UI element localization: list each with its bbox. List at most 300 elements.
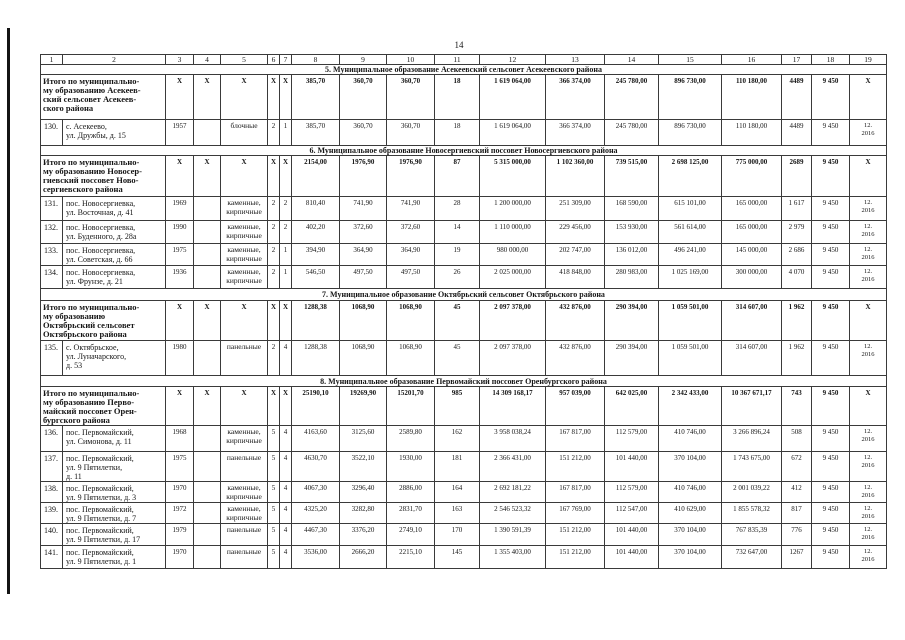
cell-col-9: 3282,80: [340, 503, 387, 524]
address-cell: пос. Новосергиевка, ул. Буденного, д. 28а: [63, 221, 166, 244]
cell-col-11: 14: [435, 221, 480, 244]
total-cell-col-8: 2154,00: [292, 156, 340, 197]
year-cell: 1990: [166, 221, 194, 244]
table-row: [41, 426, 887, 452]
year-cell: 1980: [166, 341, 194, 376]
section-total-row: [41, 301, 887, 341]
deadline-cell: 12. 2016: [850, 244, 887, 266]
cell-col-11: 28: [435, 197, 480, 221]
total-cell-col-16: 775 000,00: [722, 156, 782, 197]
section-title: 6. Муниципальное образование Новосергиевский поссовет Новосергиевского района: [41, 146, 887, 156]
cell-col-9: 3296,40: [340, 482, 387, 503]
section-title-row: [41, 376, 887, 387]
total-cell-col-19: X: [850, 301, 887, 341]
cell-col-18: 9 450: [812, 546, 850, 569]
total-cell-col-9: 19269,90: [340, 387, 387, 426]
column-number-18: 18: [812, 55, 850, 65]
section-total-row: [41, 156, 887, 197]
total-cell-col-19: X: [850, 387, 887, 426]
table-row: [41, 524, 887, 546]
total-cell-col-4: X: [194, 75, 221, 120]
cell-col-15: 410 746,00: [659, 426, 722, 452]
cell-col-8: 4325,20: [292, 503, 340, 524]
total-cell-col-13: 366 374,00: [546, 75, 605, 120]
cell-col-4: [194, 452, 221, 482]
total-cell-col-3: X: [166, 387, 194, 426]
section-title: 7. Муниципальное образование Октябрьский сельсовет Октябрьского района: [41, 289, 887, 301]
material-cell: панельные: [221, 524, 268, 546]
year-cell: 1968: [166, 426, 194, 452]
cell-col-10: 1930,00: [387, 452, 435, 482]
total-cell-col-4: X: [194, 387, 221, 426]
cell-col-4: [194, 266, 221, 289]
year-cell: 1936: [166, 266, 194, 289]
cell-col-14: 112 579,00: [605, 482, 659, 503]
total-cell-col-3: X: [166, 156, 194, 197]
total-cell-col-7: X: [280, 387, 292, 426]
cell-col-11: 170: [435, 524, 480, 546]
cell-col-8: 4467,30: [292, 524, 340, 546]
cell-col-16: 300 000,00: [722, 266, 782, 289]
table-row: [41, 452, 887, 482]
total-cell-col-10: 15201,70: [387, 387, 435, 426]
cell-col-13: 418 848,00: [546, 266, 605, 289]
total-cell-col-17: 743: [782, 387, 812, 426]
cell-col-16: 3 266 896,24: [722, 426, 782, 452]
total-cell-col-4: X: [194, 301, 221, 341]
cell-col-7: 1: [280, 266, 292, 289]
cell-col-9: 3125,60: [340, 426, 387, 452]
cell-col-15: 896 730,00: [659, 120, 722, 146]
cell-col-14: 280 983,00: [605, 266, 659, 289]
cell-col-12: 1 110 000,00: [480, 221, 546, 244]
cell-col-12: 1 619 064,00: [480, 120, 546, 146]
deadline-cell: 12. 2016: [850, 482, 887, 503]
cell-col-15: 370 104,00: [659, 452, 722, 482]
address-cell: с. Асекеево, ул. Дружбы, д. 15: [63, 120, 166, 146]
deadline-cell: 12. 2016: [850, 266, 887, 289]
table-row: [41, 120, 887, 146]
total-cell-col-14: 245 780,00: [605, 75, 659, 120]
column-number-15: 15: [659, 55, 722, 65]
cell-col-10: 2749,10: [387, 524, 435, 546]
total-cell-col-6: X: [268, 387, 280, 426]
cell-col-13: 251 309,00: [546, 197, 605, 221]
cell-col-18: 9 450: [812, 120, 850, 146]
address-cell: пос. Новосергиевка, ул. Советская, д. 66: [63, 244, 166, 266]
year-cell: 1970: [166, 482, 194, 503]
total-cell-col-12: 1 619 064,00: [480, 75, 546, 120]
year-cell: 1975: [166, 244, 194, 266]
material-cell: каменные, кирпичные: [221, 503, 268, 524]
row-number-cell: 135.: [41, 341, 63, 376]
cell-col-7: 2: [280, 221, 292, 244]
column-number-10: 10: [387, 55, 435, 65]
column-number-11: 11: [435, 55, 480, 65]
cell-col-7: 4: [280, 546, 292, 569]
total-cell-col-18: 9 450: [812, 75, 850, 120]
section-title: 5. Муниципальное образование Асекеевский сельсовет Асекеевского района: [41, 65, 887, 75]
cell-col-17: 1267: [782, 546, 812, 569]
total-cell-col-8: 1288,38: [292, 301, 340, 341]
total-cell-col-12: 2 097 378,00: [480, 301, 546, 341]
cell-col-6: 2: [268, 341, 280, 376]
total-cell-col-19: X: [850, 156, 887, 197]
cell-col-8: 385,70: [292, 120, 340, 146]
total-cell-col-4: X: [194, 156, 221, 197]
year-cell: 1975: [166, 452, 194, 482]
cell-col-16: 1 855 578,32: [722, 503, 782, 524]
cell-col-7: 4: [280, 341, 292, 376]
cell-col-12: 2 366 431,00: [480, 452, 546, 482]
address-cell: пос. Первомайский, ул. 9 Пятилетки, д. 11: [63, 452, 166, 482]
year-cell: 1979: [166, 524, 194, 546]
cell-col-14: 101 440,00: [605, 524, 659, 546]
total-cell-col-13: 1 102 360,00: [546, 156, 605, 197]
total-cell-col-15: 2 342 433,00: [659, 387, 722, 426]
column-number-12: 12: [480, 55, 546, 65]
cell-col-6: 2: [268, 244, 280, 266]
total-cell-col-6: X: [268, 156, 280, 197]
cell-col-9: 3376,20: [340, 524, 387, 546]
cell-col-11: 163: [435, 503, 480, 524]
cell-col-14: 153 930,00: [605, 221, 659, 244]
total-cell-col-17: 4489: [782, 75, 812, 120]
table-row: [41, 266, 887, 289]
year-cell: 1957: [166, 120, 194, 146]
cell-col-7: 4: [280, 482, 292, 503]
material-cell: каменные, кирпичные: [221, 221, 268, 244]
cell-col-7: 2: [280, 197, 292, 221]
cell-col-7: 4: [280, 452, 292, 482]
cell-col-14: 136 012,00: [605, 244, 659, 266]
total-cell-col-13: 957 039,00: [546, 387, 605, 426]
cell-col-15: 370 104,00: [659, 524, 722, 546]
cell-col-17: 2 979: [782, 221, 812, 244]
total-cell-col-5: X: [221, 75, 268, 120]
cell-col-14: 112 547,00: [605, 503, 659, 524]
cell-col-12: 1 355 403,00: [480, 546, 546, 569]
cell-col-13: 167 817,00: [546, 426, 605, 452]
total-cell-col-11: 985: [435, 387, 480, 426]
section-total-label: Итого по муниципально- му образованию Асекеев- ский сельсовет Асекеев- ского района: [41, 75, 166, 120]
column-number-17: 17: [782, 55, 812, 65]
address-cell: пос. Новосергиевка, ул. Восточная, д. 41: [63, 197, 166, 221]
cell-col-11: 26: [435, 266, 480, 289]
total-cell-col-18: 9 450: [812, 387, 850, 426]
address-cell: пос. Первомайский, ул. 9 Пятилетки, д. 7: [63, 503, 166, 524]
deadline-cell: 12. 2016: [850, 120, 887, 146]
column-number-1: 1: [41, 55, 63, 65]
section-total-row: [41, 75, 887, 120]
cell-col-13: 167 769,00: [546, 503, 605, 524]
cell-col-10: 497,50: [387, 266, 435, 289]
total-cell-col-3: X: [166, 301, 194, 341]
total-cell-col-5: X: [221, 387, 268, 426]
cell-col-9: 497,50: [340, 266, 387, 289]
cell-col-4: [194, 341, 221, 376]
column-number-16: 16: [722, 55, 782, 65]
cell-col-7: 4: [280, 503, 292, 524]
cell-col-16: 1 743 675,00: [722, 452, 782, 482]
page-number: 14: [454, 40, 464, 50]
cell-col-16: 145 000,00: [722, 244, 782, 266]
material-cell: панельные: [221, 452, 268, 482]
section-title-row: [41, 146, 887, 156]
cell-col-10: 2215,10: [387, 546, 435, 569]
cell-col-16: 165 000,00: [722, 197, 782, 221]
row-number-cell: 141.: [41, 546, 63, 569]
total-cell-col-17: 2689: [782, 156, 812, 197]
deadline-cell: 12. 2016: [850, 426, 887, 452]
cell-col-4: [194, 546, 221, 569]
cell-col-9: 3522,10: [340, 452, 387, 482]
cell-col-11: 181: [435, 452, 480, 482]
cell-col-16: 2 001 039,22: [722, 482, 782, 503]
cell-col-14: 245 780,00: [605, 120, 659, 146]
table-row: [41, 546, 887, 569]
total-cell-col-16: 314 607,00: [722, 301, 782, 341]
cell-col-14: 101 440,00: [605, 452, 659, 482]
cell-col-11: 18: [435, 120, 480, 146]
row-number-cell: 132.: [41, 221, 63, 244]
cell-col-4: [194, 221, 221, 244]
cell-col-4: [194, 244, 221, 266]
total-cell-col-12: 14 309 168,17: [480, 387, 546, 426]
total-cell-col-13: 432 876,00: [546, 301, 605, 341]
material-cell: панельные: [221, 341, 268, 376]
cell-col-12: 1 390 591,39: [480, 524, 546, 546]
total-cell-col-16: 10 367 671,17: [722, 387, 782, 426]
cell-col-13: 167 817,00: [546, 482, 605, 503]
total-cell-col-7: X: [280, 301, 292, 341]
section-total-label: Итого по муниципально- му образованию Перво- майский поссовет Орен- бургского района: [41, 387, 166, 426]
column-number-5: 5: [221, 55, 268, 65]
column-number-6: 6: [268, 55, 280, 65]
total-cell-col-14: 739 515,00: [605, 156, 659, 197]
total-cell-col-9: 360,70: [340, 75, 387, 120]
cell-col-18: 9 450: [812, 266, 850, 289]
cell-col-17: 508: [782, 426, 812, 452]
total-cell-col-7: X: [280, 156, 292, 197]
cell-col-10: 1068,90: [387, 341, 435, 376]
cell-col-6: 5: [268, 452, 280, 482]
address-cell: пос. Первомайский, ул. 9 Пятилетки, д. 1: [63, 546, 166, 569]
table-row: [41, 482, 887, 503]
cell-col-8: 3536,00: [292, 546, 340, 569]
row-number-cell: 130.: [41, 120, 63, 146]
cell-col-4: [194, 426, 221, 452]
total-cell-col-7: X: [280, 75, 292, 120]
cell-col-6: 2: [268, 266, 280, 289]
total-cell-col-15: 2 698 125,00: [659, 156, 722, 197]
cell-col-11: 162: [435, 426, 480, 452]
cell-col-8: 810,40: [292, 197, 340, 221]
total-cell-col-10: 360,70: [387, 75, 435, 120]
cell-col-10: 2886,00: [387, 482, 435, 503]
cell-col-8: 546,50: [292, 266, 340, 289]
cell-col-8: 4630,70: [292, 452, 340, 482]
material-cell: каменные, кирпичные: [221, 197, 268, 221]
cell-col-18: 9 450: [812, 524, 850, 546]
total-cell-col-10: 1068,90: [387, 301, 435, 341]
cell-col-18: 9 450: [812, 503, 850, 524]
cell-col-4: [194, 482, 221, 503]
total-cell-col-6: X: [268, 75, 280, 120]
cell-col-15: 496 241,00: [659, 244, 722, 266]
cell-col-11: 145: [435, 546, 480, 569]
cell-col-17: 4 070: [782, 266, 812, 289]
total-cell-col-15: 1 059 501,00: [659, 301, 722, 341]
cell-col-17: 2 686: [782, 244, 812, 266]
cell-col-6: 5: [268, 426, 280, 452]
deadline-cell: 12. 2016: [850, 503, 887, 524]
deadline-cell: 12. 2016: [850, 341, 887, 376]
total-cell-col-5: X: [221, 301, 268, 341]
cell-col-10: 360,70: [387, 120, 435, 146]
cell-col-12: 2 097 378,00: [480, 341, 546, 376]
row-number-cell: 134.: [41, 266, 63, 289]
table-row: [41, 244, 887, 266]
total-cell-col-9: 1976,90: [340, 156, 387, 197]
total-cell-col-14: 642 025,00: [605, 387, 659, 426]
cell-col-13: 366 374,00: [546, 120, 605, 146]
binding-edge: [7, 28, 10, 594]
row-number-cell: 137.: [41, 452, 63, 482]
table-body: [41, 55, 887, 569]
address-cell: пос. Первомайский, ул. Симонова, д. 11: [63, 426, 166, 452]
material-cell: блочные: [221, 120, 268, 146]
deadline-cell: 12. 2016: [850, 546, 887, 569]
cell-col-14: 101 440,00: [605, 546, 659, 569]
cell-col-16: 165 000,00: [722, 221, 782, 244]
cell-col-9: 741,90: [340, 197, 387, 221]
cell-col-11: 19: [435, 244, 480, 266]
row-number-cell: 139.: [41, 503, 63, 524]
year-cell: 1972: [166, 503, 194, 524]
table-row: [41, 221, 887, 244]
cell-col-9: 360,70: [340, 120, 387, 146]
cell-col-18: 9 450: [812, 244, 850, 266]
section-total-label: Итого по муниципально- му образованию Новосер- гиевский поссовет Ново- сергиевского района: [41, 156, 166, 197]
total-cell-col-10: 1976,90: [387, 156, 435, 197]
cell-col-13: 202 747,00: [546, 244, 605, 266]
cell-col-8: 402,20: [292, 221, 340, 244]
total-cell-col-19: X: [850, 75, 887, 120]
cell-col-17: 672: [782, 452, 812, 482]
cell-col-14: 290 394,00: [605, 341, 659, 376]
cell-col-10: 741,90: [387, 197, 435, 221]
cell-col-12: 3 958 038,24: [480, 426, 546, 452]
year-cell: 1969: [166, 197, 194, 221]
material-cell: каменные, кирпичные: [221, 266, 268, 289]
cell-col-11: 164: [435, 482, 480, 503]
cell-col-9: 1068,90: [340, 341, 387, 376]
table-row: [41, 503, 887, 524]
total-cell-col-18: 9 450: [812, 301, 850, 341]
material-cell: каменные, кирпичные: [221, 482, 268, 503]
cell-col-4: [194, 524, 221, 546]
cell-col-6: 5: [268, 546, 280, 569]
cell-col-18: 9 450: [812, 221, 850, 244]
total-cell-col-11: 18: [435, 75, 480, 120]
cell-col-7: 1: [280, 244, 292, 266]
cell-col-18: 9 450: [812, 341, 850, 376]
cell-col-6: 2: [268, 197, 280, 221]
cell-col-18: 9 450: [812, 197, 850, 221]
total-cell-col-12: 5 315 000,00: [480, 156, 546, 197]
cell-col-13: 151 212,00: [546, 546, 605, 569]
cell-col-12: 2 546 523,32: [480, 503, 546, 524]
cell-col-11: 45: [435, 341, 480, 376]
cell-col-13: 151 212,00: [546, 452, 605, 482]
total-cell-col-6: X: [268, 301, 280, 341]
cell-col-9: 372,60: [340, 221, 387, 244]
cell-col-17: 4489: [782, 120, 812, 146]
cell-col-4: [194, 120, 221, 146]
cell-col-6: 2: [268, 221, 280, 244]
cell-col-17: 817: [782, 503, 812, 524]
cell-col-17: 1 617: [782, 197, 812, 221]
row-number-cell: 133.: [41, 244, 63, 266]
cell-col-6: 5: [268, 503, 280, 524]
cell-col-17: 776: [782, 524, 812, 546]
year-cell: 1970: [166, 546, 194, 569]
cell-col-15: 410 746,00: [659, 482, 722, 503]
cell-col-10: 2589,80: [387, 426, 435, 452]
housing-register-table: [40, 54, 887, 569]
total-cell-col-5: X: [221, 156, 268, 197]
address-cell: пос. Первомайский, ул. 9 Пятилетки, д. 17: [63, 524, 166, 546]
total-cell-col-17: 1 962: [782, 301, 812, 341]
section-total-label: Итого по муниципально- му образованию Октябрьский сельсовет Октябрьского района: [41, 301, 166, 341]
cell-col-14: 112 579,00: [605, 426, 659, 452]
cell-col-17: 412: [782, 482, 812, 503]
section-total-row: [41, 387, 887, 426]
cell-col-15: 1 025 169,00: [659, 266, 722, 289]
cell-col-15: 615 101,00: [659, 197, 722, 221]
cell-col-17: 1 962: [782, 341, 812, 376]
address-cell: пос. Новосергиевка, ул. Фрунзе, д. 21: [63, 266, 166, 289]
cell-col-7: 4: [280, 426, 292, 452]
cell-col-14: 168 590,00: [605, 197, 659, 221]
section-title-row: [41, 289, 887, 301]
cell-col-18: 9 450: [812, 426, 850, 452]
material-cell: каменные, кирпичные: [221, 426, 268, 452]
row-number-cell: 138.: [41, 482, 63, 503]
total-cell-col-8: 25190,10: [292, 387, 340, 426]
column-number-7: 7: [280, 55, 292, 65]
column-number-4: 4: [194, 55, 221, 65]
total-cell-col-11: 87: [435, 156, 480, 197]
cell-col-12: 980 000,00: [480, 244, 546, 266]
cell-col-15: 410 629,00: [659, 503, 722, 524]
cell-col-6: 5: [268, 524, 280, 546]
cell-col-8: 4163,60: [292, 426, 340, 452]
cell-col-12: 2 025 000,00: [480, 266, 546, 289]
cell-col-4: [194, 197, 221, 221]
cell-col-10: 372,60: [387, 221, 435, 244]
cell-col-9: 2666,20: [340, 546, 387, 569]
cell-col-12: 2 692 181,22: [480, 482, 546, 503]
cell-col-6: 2: [268, 120, 280, 146]
total-cell-col-8: 385,70: [292, 75, 340, 120]
cell-col-13: 151 212,00: [546, 524, 605, 546]
column-number-9: 9: [340, 55, 387, 65]
cell-col-16: 767 835,39: [722, 524, 782, 546]
cell-col-9: 364,90: [340, 244, 387, 266]
cell-col-16: 110 180,00: [722, 120, 782, 146]
